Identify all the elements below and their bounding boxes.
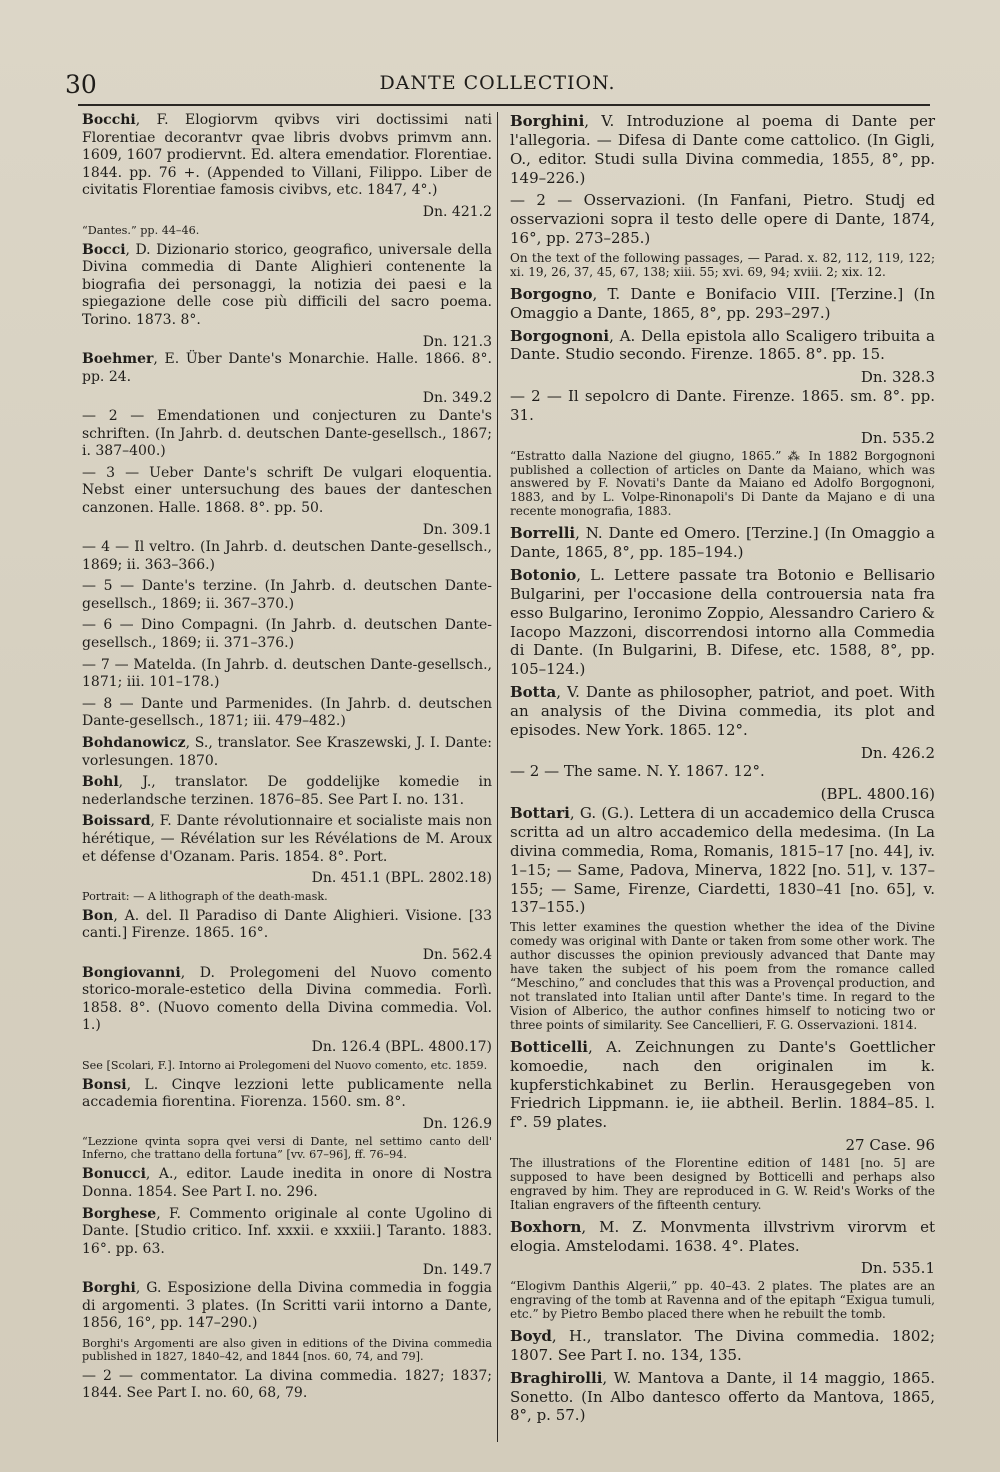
entry-note: “Dantes.” pp. 44–46. (82, 223, 200, 237)
entry-note: Portrait: — A lithograph of the death-mask. (82, 889, 328, 903)
catalog-entry-botta2 (510, 762, 935, 804)
catalog-entry-boehmer (82, 351, 492, 408)
header-rule (78, 104, 930, 106)
catalog-entry-boehmer3 (82, 465, 492, 539)
call-number: Dn. 426.2 (860, 743, 935, 762)
entry-text: — 2 — Osservazioni. (In Fanfani, Pietro. Studj ed osservazioni sopra il testo delle opere di Dante, 1874, 16°, pp. 273–285.) (510, 191, 935, 248)
entry-text: Bocci, D. Dizionario storico, geografico, universale della Divina commedia di Dante Alighieri contenente la biografia dei personaggi, la notizia dei paesi e la spiegazione delle cose più difficili del sacro poema. Torino. 1873. 8°. (82, 241, 492, 328)
column-divider (497, 112, 498, 1442)
call-number: Dn. 451.1 (BPL. 2802.18) (311, 870, 492, 887)
call-number: Dn. 149.7 (422, 1262, 492, 1279)
catalog-entry-borrelli (510, 524, 935, 562)
entry-text: Bonucci, A., editor. Laude inedita in onore di Nostra Donna. 1854. See Part I. no. 296. (82, 1166, 492, 1201)
catalog-entry-bonsi (82, 1077, 492, 1162)
call-number: Dn. 421.2 (422, 203, 492, 220)
catalog-entry-bon (82, 908, 492, 965)
catalog-entry-bottari (510, 804, 935, 1033)
catalog-entry-borghi2 (82, 1368, 492, 1403)
entry-text: Bongiovanni, D. Prolegomeni del Nuovo comento storico-morale-estetico della Divina commedia. Forlì. 1858. 8°. (Nuovo comento della Divina commedia. Vol. 1.) (82, 964, 492, 1034)
catalog-entry-boxhorn (510, 1218, 935, 1322)
entry-text: Braghirolli, W. Mantova a Dante, il 14 maggio, 1865. Sonetto. (In Albo dantesco offerto da Mantova, 1865, 8°, p. 57.) (510, 1368, 935, 1425)
right-column (510, 112, 935, 1429)
entry-text: Borghini, V. Introduzione al poema di Dante per l'allegoria. — Difesa di Dante come cattolico. (In Gigli, O., editor. Studi sulla Divina commedia, 1855, 8°, pp. 149–226.) (510, 112, 935, 187)
catalog-entry-borghini2 (510, 191, 935, 279)
catalog-entry-borghese (82, 1206, 492, 1280)
call-number: Dn. 562.4 (422, 947, 492, 963)
entry-text: — 2 — Il sepolcro di Dante. Firenze. 1865. sm. 8°. pp. 31. (510, 387, 935, 424)
catalog-entry-borgognoni (510, 327, 935, 388)
entry-note: “Elogivm Danthis Algerii,” pp. 40–43. 2 plates. The plates are an engraving of the tomb at Ravenna and of the epitaph “Exigua tumuli, etc.” by Pietro Bembo placed there when he rebuilt the tomb. (510, 1279, 935, 1322)
catalog-entry-bocci (82, 242, 492, 352)
entry-text: Borghi, G. Esposizione della Divina commedia in foggia di argomenti. 3 plates. (In Scritti varii intorno a Dante, 1856, 16°, pp. 147–290.) (82, 1280, 492, 1332)
entry-note: Borghi's Argomenti are also given in editions of the Divina commedia published in 1827, 1840–42, and 1844 [nos. 60, 74, and 79]. (82, 1336, 492, 1363)
catalog-entry-borgognoni2 (510, 387, 935, 519)
entry-text: Bohdanowicz, S., translator. See Kraszewski, J. I. Dante: vorlesungen. 1870. (82, 735, 492, 769)
catalog-entry-bonucci (82, 1166, 492, 1201)
catalog-entry-borgogno (510, 285, 935, 323)
entry-note: On the text of the following passages, — Parad. x. 82, 112, 119, 122; xi. 19, 26, 37, 45, 67, 138; xiii. 55; xvi. 69, 94; xviii. 2; xix. 12. (510, 250, 935, 279)
catalog-entry-botticelli (510, 1038, 935, 1213)
page-header (65, 70, 930, 100)
catalog-entry-botonio (510, 566, 935, 679)
catalog-entry-boehmer8 (82, 696, 492, 731)
entry-text: Boehmer, E. Über Dante's Monarchie. Halle. 1866. 8°. pp. 24. (82, 351, 492, 385)
page-number: 30 (65, 70, 97, 99)
entry-text: Bottari, G. (G.). Lettera di un accademico della Crusca scritta ad un altro accademico della medesima. (In La divina commedia, Roma, Romanis, 1815–17 [no. 44], iv. 1–15; — Same, Padova, Minerva, 1822 [no. 51], v. 137–155; — Same, Firenze, Ciardetti, 1830–41 [no. 65], v. 137–155.) (510, 804, 935, 917)
catalog-entry-bohdanowicz (82, 735, 492, 770)
entry-text: Botonio, L. Lettere passate tra Botonio e Bellisario Bulgarini, per l'occasione della controuersia nata fra esso Bulgarino, Ieronimo Zoppio, Alessandro Cariero & Iacopo Mazzoni, discorrendosi intorno alla Commedia di Dante. (In Bulgarini, B. Difese, etc. 1588, 8°, pp. 105–124.) (510, 566, 935, 679)
call-number: (BPL. 4800.16) (820, 785, 935, 804)
entry-text: Boyd, H., translator. The Divina commedia. 1802; 1807. See Part I. no. 134, 135. (510, 1327, 935, 1364)
catalog-entry-boyd (510, 1327, 935, 1365)
catalog-entry-botta (510, 683, 935, 762)
running-head: DANTE COLLECTION. (379, 72, 616, 94)
entry-text: Botticelli, A. Zeichnungen zu Dante's Goettlicher komoedie, nach den originalen im k. kupferstichkabinet zu Berlin. Herausgegeben von Friedrich Lippmann. ie, iie abtheil. Berlin. 1884–85. l. f°. 59 plates. (510, 1037, 935, 1132)
catalog-entry-boehmer5 (82, 578, 492, 613)
entry-text: Boissard, F. Dante révolutionnaire et socialiste mais non hérétique, — Révélation sur les Révélations de M. Aroux et défense d'Ozanam. Paris. 1854. 8°. Port. (82, 813, 492, 865)
entry-text: Borghese, F. Commento originale al conte Ugolino di Dante. [Studio critico. Inf. xxxii. e xxxiii.] Taranto. 1883. 16°. pp. 63. (82, 1205, 492, 1257)
entry-text: Boxhorn, M. Z. Monvmenta illvstrivm virorvm et elogia. Amstelodami. 1638. 4°. Plates. (510, 1217, 935, 1255)
catalog-entry-borghi (82, 1280, 492, 1363)
call-number: Dn. 126.9 (422, 1115, 492, 1132)
call-number: 27 Case. 96 (845, 1136, 935, 1155)
entry-text: — 8 — Dante und Parmenides. (In Jahrb. d. deutschen Dante-gesellsch., 1871; iii. 479–482.) (82, 695, 492, 730)
call-number: Dn. 535.1 (860, 1259, 935, 1278)
entry-text: Bohl, J., translator. De goddelijke komedie in nederlandsche terzinen. 1876–85. See Part I. no. 131. (82, 774, 492, 808)
entry-note: This letter examines the question whether the idea of the Divine comedy was original with Dante or taken from some other work. The author discusses the opinion previously advanced that Dante may have taken the subject of his poem from the romance called “Meschino,” and concludes that this was a Provençal production, and not translated into Italian until after Dante's time. In regard to the Vision of Alberico, the author confines himself to noticing two or three points of similarity. See Cancellieri, F. G. Osservazioni. 1814. (510, 920, 935, 1032)
entry-note: “Lezzione qvinta sopra qvei versi di Dante, nel settimo canto dell' Inferno, che trattano della fortuna” [vv. 67–96], ff. 76–94. (82, 1135, 492, 1162)
entry-text: — 2 — commentator. La divina commedia. 1827; 1837; 1844. See Part I. no. 60, 68, 79. (82, 1367, 492, 1402)
entry-text: — 2 — Emendationen und conjecturen zu Dante's schriften. (In Jahrb. d. deutschen Dante-gesellsch., 1867; i. 387–400.) (82, 407, 492, 460)
entry-text: — 6 — Dino Compagni. (In Jahrb. d. deutschen Dante-gesellsch., 1869; ii. 371–376.) (82, 617, 492, 652)
entry-note: “Estratto dalla Nazione del giugno, 1865.” ⁂ In 1882 Borgognoni published a collection of articles on Dante da Maiano, which was answered by F. Novati's Dante da Maiano ed Adolfo Borgognoni, 1883, and by L. Volpe-Rinonapoli's Di Dante da Majano e di una recente monografia, 1883. (510, 448, 935, 519)
entry-text: Bocchi, F. Elogiorvm qvibvs viri doctissimi nati Florentiae decorantvr qvae libris dvobvs primvm ann. 1609, 1607 prodiervnt. Ed. altera emendatior. Florentiae. 1844. pp. 76 +. (Appended to Villani, Filippo. Liber de civitatis Florentiae famosis civibvs, etc. 1847, 4°.) (82, 112, 492, 199)
catalog-entry-bocchi (82, 112, 492, 237)
call-number: Dn. 328.3 (860, 368, 935, 387)
entry-text: — 2 — The same. N. Y. 1867. 12°. (510, 762, 765, 781)
call-number: Dn. 121.3 (422, 333, 492, 350)
call-number: Dn. 126.4 (BPL. 4800.17) (311, 1038, 492, 1055)
entry-text: Botta, V. Dante as philosopher, patriot, and poet. With an analysis of the Divina commedia, its plot and episodes. New York. 1865. 12°. (510, 683, 935, 739)
catalog-entry-boissard (82, 813, 492, 902)
call-number: Dn. 535.2 (860, 428, 935, 447)
entry-text: Borrelli, N. Dante ed Omero. [Terzine.] (In Omaggio a Dante, 1865, 8°, pp. 185–194.) (510, 524, 935, 562)
catalog-entry-boehmer4 (82, 539, 492, 574)
entry-note: The illustrations of the Florentine edition of 1481 [no. 5] are supposed to have been designed by Botticelli and perhaps also engraved by him. They are reproduced in G. W. Reid's Works of the Italian engravers of the fifteenth century. (510, 1155, 935, 1212)
catalog-entry-bohl (82, 774, 492, 809)
entry-text: Bonsi, L. Cinqve lezzioni lette publicamente nella accademia fiorentina. Fiorenza. 1560. sm. 8°. (82, 1076, 492, 1111)
entry-text: Bon, A. del. Il Paradiso di Dante Alighieri. Visione. [33 canti.] Firenze. 1865. 16°. (82, 907, 492, 942)
entry-text: Borgogno, T. Dante e Bonifacio VIII. [Terzine.] (In Omaggio a Dante, 1865, 8°, pp. 293–297.) (510, 284, 935, 322)
entry-text: Borgognoni, A. Della epistola allo Scaligero tribuita a Dante. Studio secondo. Firenze. 1865. 8°. pp. 15. (510, 326, 935, 364)
catalog-entry-boehmer6 (82, 617, 492, 652)
catalog-entry-bongiovanni (82, 965, 492, 1072)
entry-text: — 5 — Dante's terzine. (In Jahrb. d. deutschen Dante-gesellsch., 1869; ii. 367–370.) (82, 578, 492, 612)
catalog-entry-boehmer7 (82, 657, 492, 692)
entry-text: — 4 — Il veltro. (In Jahrb. d. deutschen Dante-gesellsch., 1869; ii. 363–366.) (82, 539, 492, 573)
catalog-entry-borghini (510, 112, 935, 187)
entry-note: See [Scolari, F.]. Intorno ai Prolegomeni del Nuovo comento, etc. 1859. (82, 1058, 488, 1072)
catalog-entry-braghirolli (510, 1369, 935, 1426)
left-column (82, 112, 492, 1407)
catalog-entry-boehmer2 (82, 408, 492, 461)
entry-text: — 7 — Matelda. (In Jahrb. d. deutschen Dante-gesellsch., 1871; iii. 101–178.) (82, 656, 492, 691)
call-number: Dn. 349.2 (422, 390, 492, 407)
entry-text: — 3 — Ueber Dante's schrift De vulgari eloquentia. Nebst einer untersuchung des baues der danteschen canzonen. Halle. 1868. 8°. pp. 50. (82, 464, 492, 516)
call-number: Dn. 309.1 (422, 521, 492, 538)
